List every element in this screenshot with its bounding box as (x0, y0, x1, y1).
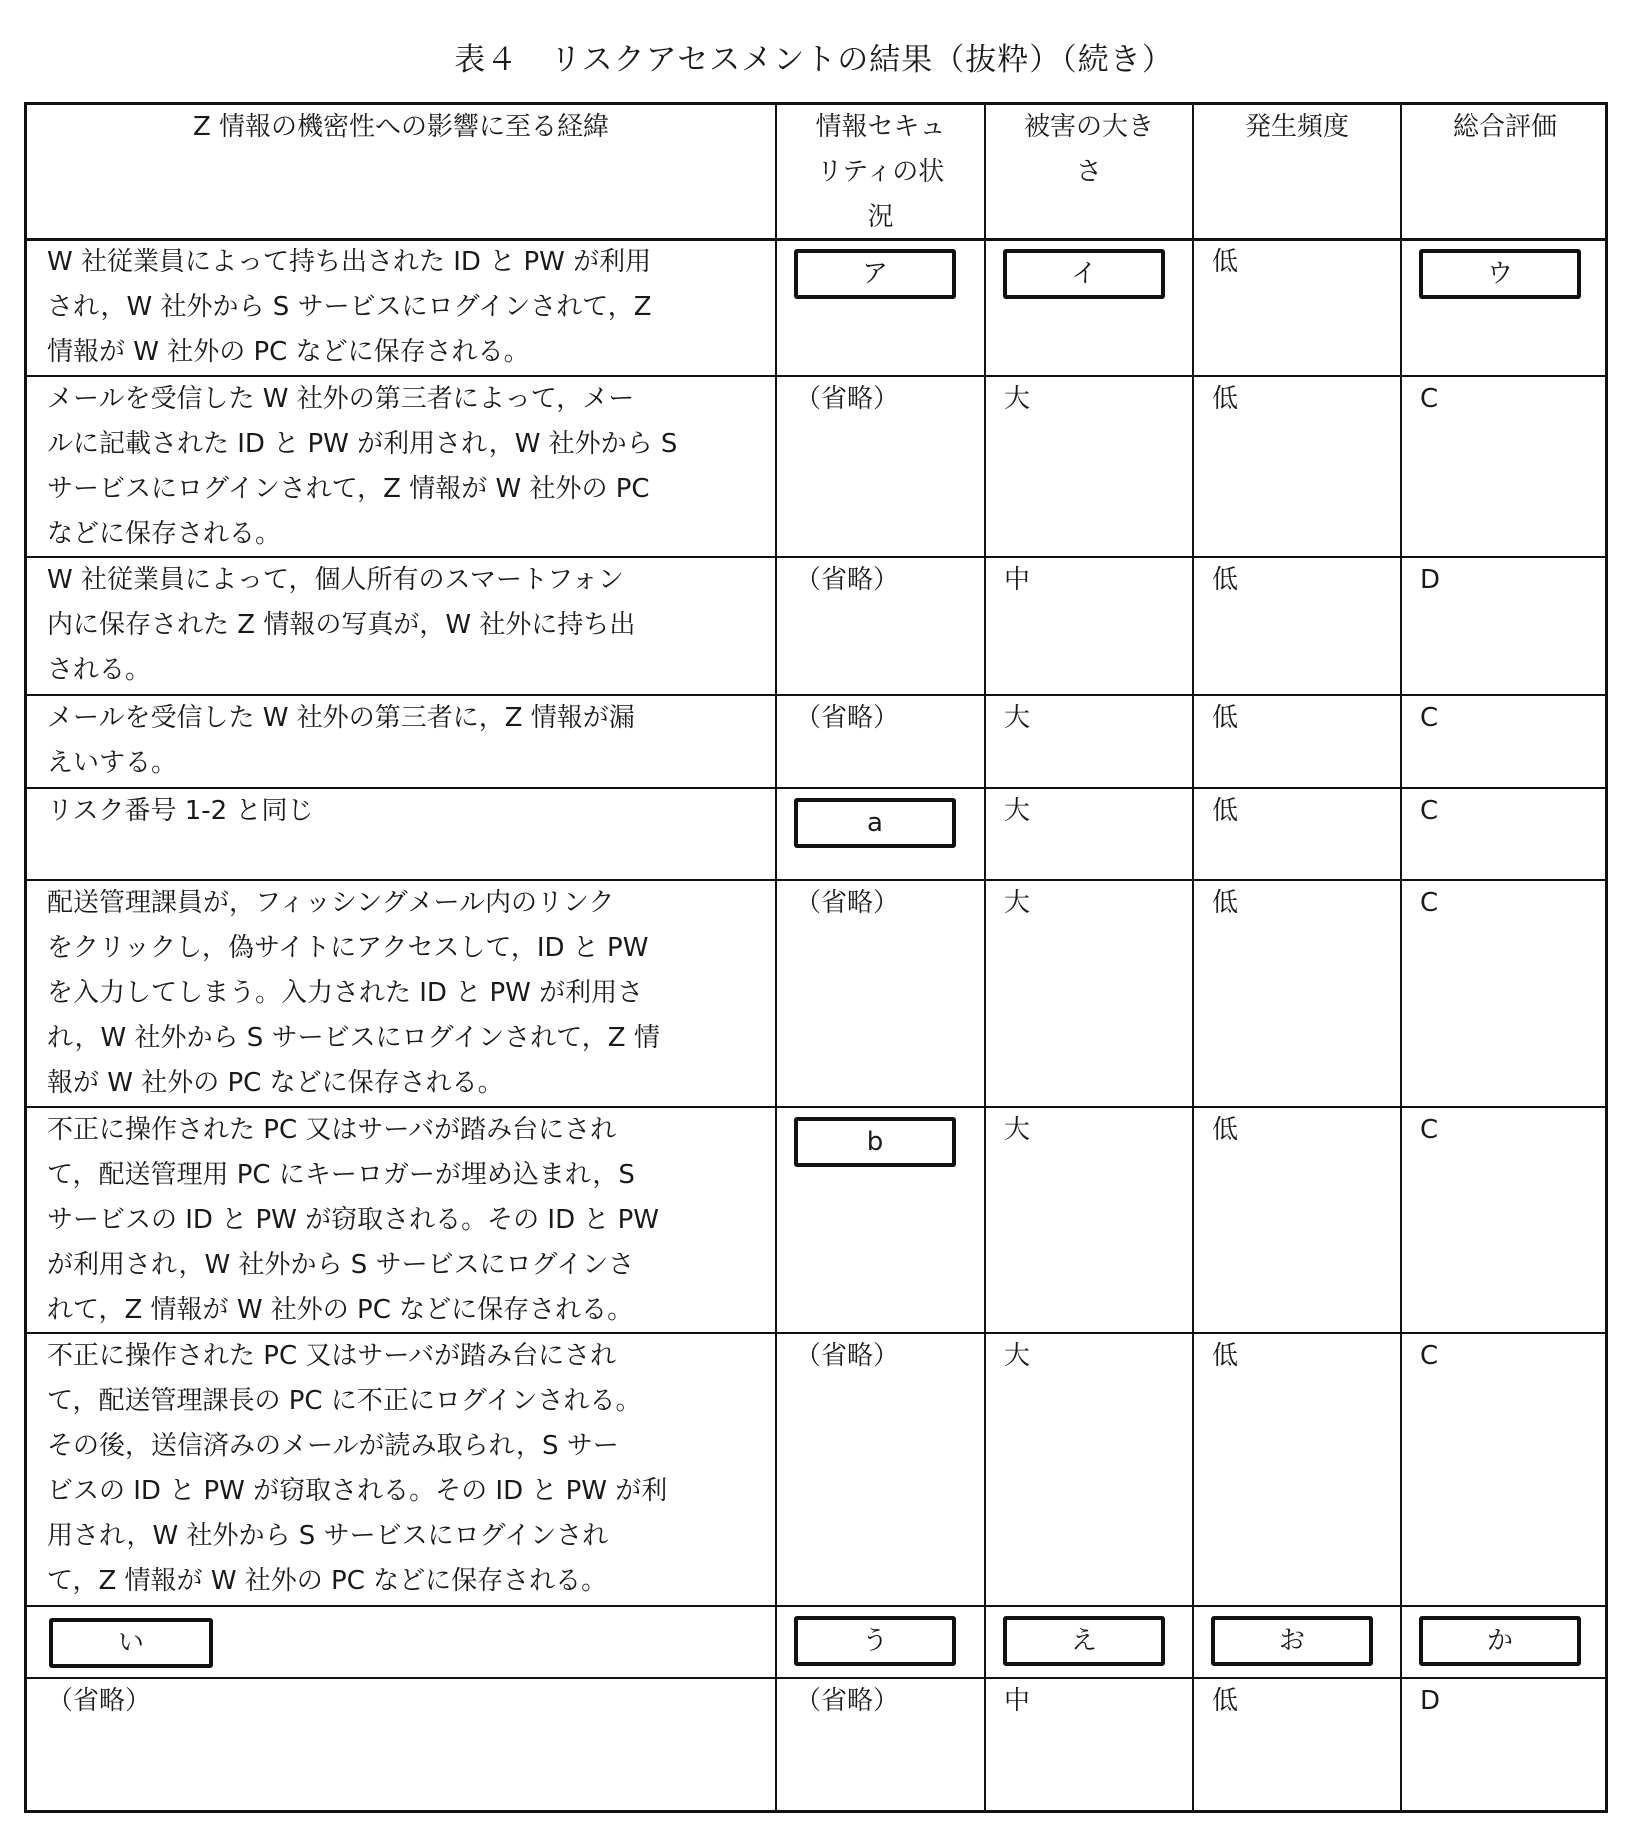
answer-blank-box: い (49, 1618, 213, 1668)
cell-text-line: を入力してしまう。入力された ID と PW が利用さ (47, 978, 644, 1008)
cell-text-line: リティの状 (816, 157, 945, 187)
cell-text-line: 不正に操作された PC 又はサーバが踏み台にされ (47, 1341, 617, 1371)
cell-frequency (1194, 696, 1400, 787)
cell-value: 低 (1212, 1341, 1239, 1371)
cell-value: C (1420, 384, 1439, 414)
cell-overall-rating (1402, 1607, 1608, 1677)
cell-value: （省略） (795, 384, 900, 414)
cell-value: 中 (1004, 565, 1031, 595)
cell-text-line: （省略） (47, 1686, 152, 1716)
cell-value: 低 (1212, 384, 1239, 414)
cell-process (27, 1607, 775, 1677)
cell-text-line: メールを受信した W 社外の第三者に，Z 情報が漏 (47, 703, 635, 733)
cell-value: C (1420, 888, 1439, 918)
cell-overall-rating (1402, 558, 1608, 694)
cell-frequency (1194, 1108, 1400, 1332)
cell-value: （省略） (795, 1686, 900, 1716)
cell-value: 大 (1004, 384, 1031, 414)
cell-text-line: メールを受信した W 社外の第三者によって，メー (47, 384, 635, 414)
cell-text-line: 総合評価 (1452, 112, 1557, 142)
cell-damage-size (986, 240, 1192, 375)
cell-text-line: され，W 社外から S サービスにログインされて，Z (47, 292, 652, 322)
cell-text-line: 内に保存された Z 情報の写真が，W 社外に持ち出 (47, 610, 636, 640)
cell-text-line: さ (1075, 157, 1102, 187)
cell-text-line: 被害の大き (1023, 112, 1154, 142)
cell-value: （省略） (795, 1341, 900, 1371)
cell-value: （省略） (795, 703, 900, 733)
cell-damage-size (986, 1108, 1192, 1332)
cell-process (27, 696, 775, 787)
cell-overall-rating (1402, 377, 1608, 556)
table-title: 表４ リスクアセスメントの結果（抜粋）（続き） (454, 42, 1174, 78)
cell-value: C (1420, 796, 1439, 826)
cell-process (27, 789, 775, 879)
cell-value: 低 (1212, 703, 1239, 733)
header-frequency (1194, 105, 1400, 238)
cell-value: C (1420, 1341, 1439, 1371)
cell-value: 低 (1212, 796, 1239, 826)
answer-blank-box: ア (794, 249, 956, 299)
cell-text-line: れ，W 社外から S サービスにログインされて，Z 情 (47, 1023, 660, 1053)
cell-overall-rating (1402, 240, 1608, 375)
cell-security-status (777, 240, 984, 375)
cell-text-line: て，Z 情報が W 社外の PC などに保存される。 (47, 1566, 608, 1596)
cell-damage-size (986, 558, 1192, 694)
cell-value: （省略） (795, 888, 900, 918)
cell-value: 大 (1004, 888, 1031, 918)
cell-value: （省略） (795, 565, 900, 595)
cell-overall-rating (1402, 1679, 1608, 1813)
cell-value: 低 (1212, 1686, 1239, 1716)
cell-security-status (777, 1679, 984, 1813)
cell-text-line: 用され，W 社外から S サービスにログインされ (47, 1521, 609, 1551)
cell-text-line: 情報セキュ (815, 112, 946, 142)
cell-frequency (1194, 1607, 1400, 1677)
cell-security-status (777, 1607, 984, 1677)
cell-text-line: される。 (47, 655, 152, 685)
cell-text-line: 発生頻度 (1244, 112, 1349, 142)
cell-text-line: 不正に操作された PC 又はサーバが踏み台にされ (47, 1115, 617, 1145)
cell-process (27, 558, 775, 694)
cell-overall-rating (1402, 696, 1608, 787)
cell-value: C (1420, 1115, 1439, 1145)
cell-overall-rating (1402, 1108, 1608, 1332)
answer-blank-box: か (1419, 1616, 1581, 1666)
cell-value: C (1420, 703, 1439, 733)
cell-text-line: W 社従業員によって，個人所有のスマートフォン (47, 565, 624, 595)
cell-text-line: 情報が W 社外の PC などに保存される。 (47, 337, 530, 367)
cell-text-line: 配送管理課員が，フィッシングメール内のリンク (47, 888, 615, 918)
cell-value: 大 (1004, 1115, 1031, 1145)
cell-value: 大 (1004, 1341, 1031, 1371)
answer-blank-box: イ (1003, 249, 1165, 299)
cell-damage-size (986, 1334, 1192, 1605)
cell-value: 低 (1212, 1115, 1239, 1145)
cell-value: D (1420, 1686, 1441, 1716)
cell-text-line: 報が W 社外の PC などに保存される。 (47, 1068, 504, 1098)
cell-process (27, 1679, 775, 1813)
answer-blank-box: a (794, 798, 956, 848)
cell-overall-rating (1402, 1334, 1608, 1605)
cell-text-line: などに保存される。 (47, 519, 282, 549)
cell-process (27, 1108, 775, 1332)
cell-text-line: て，配送管理課長の PC に不正にログインされる。 (47, 1386, 642, 1416)
cell-damage-size (986, 377, 1192, 556)
cell-text-line: W 社従業員によって持ち出された ID と PW が利用 (47, 247, 652, 277)
cell-text-line: ビスの ID と PW が窃取される。その ID と PW が利 (47, 1476, 668, 1506)
cell-frequency (1194, 789, 1400, 879)
cell-process (27, 881, 775, 1106)
cell-process (27, 240, 775, 375)
cell-frequency (1194, 558, 1400, 694)
cell-text-line: が利用され，W 社外から S サービスにログインさ (47, 1250, 635, 1280)
cell-value: 大 (1004, 703, 1031, 733)
cell-text-line: えいする。 (47, 748, 178, 778)
cell-damage-size (986, 789, 1192, 879)
cell-damage-size (986, 1679, 1192, 1813)
cell-overall-rating (1402, 789, 1608, 879)
cell-security-status (777, 696, 984, 787)
cell-frequency (1194, 1679, 1400, 1813)
header-security-status (777, 105, 984, 238)
header-damage-size (986, 105, 1192, 238)
cell-damage-size (986, 696, 1192, 787)
cell-process (27, 1334, 775, 1605)
cell-text-line: ルに記載された ID と PW が利用され，W 社外から S (47, 429, 678, 459)
cell-frequency (1194, 1334, 1400, 1605)
cell-security-status (777, 1108, 984, 1332)
cell-value: 中 (1004, 1686, 1031, 1716)
cell-value: 大 (1004, 796, 1031, 826)
answer-blank-box: う (794, 1616, 956, 1666)
cell-frequency (1194, 881, 1400, 1106)
answer-blank-box: ウ (1419, 249, 1581, 299)
cell-text-line: れて，Z 情報が W 社外の PC などに保存される。 (47, 1295, 634, 1325)
cell-damage-size (986, 1607, 1192, 1677)
cell-text-line: をクリックし，偽サイトにアクセスして，ID と PW (47, 933, 649, 963)
cell-overall-rating (1402, 881, 1608, 1106)
cell-frequency (1194, 377, 1400, 556)
cell-security-status (777, 881, 984, 1106)
cell-text-line: その後，送信済みのメールが読み取られ，S サー (47, 1431, 619, 1461)
answer-blank-box: え (1003, 1616, 1165, 1666)
header-process (27, 105, 775, 238)
cell-text-line: リスク番号 1-2 と同じ (47, 796, 314, 826)
cell-text-line: 況 (867, 202, 894, 232)
cell-frequency (1194, 240, 1400, 375)
cell-value: 低 (1212, 565, 1239, 595)
header-overall-rating (1402, 105, 1608, 238)
cell-security-status (777, 377, 984, 556)
cell-text-line: Z 情報の機密性への影響に至る経緯 (192, 112, 610, 142)
cell-security-status (777, 1334, 984, 1605)
cell-value: 低 (1212, 888, 1239, 918)
cell-security-status (777, 558, 984, 694)
answer-blank-box: b (794, 1117, 956, 1167)
cell-text-line: サービスにログインされて，Z 情報が W 社外の PC (47, 474, 650, 504)
answer-blank-box: お (1211, 1616, 1373, 1666)
cell-security-status (777, 789, 984, 879)
cell-value: 低 (1212, 247, 1239, 277)
cell-process (27, 377, 775, 556)
cell-value: D (1420, 565, 1441, 595)
cell-text-line: て，配送管理用 PC にキーロガーが埋め込まれ，S (47, 1160, 635, 1190)
cell-text-line: サービスの ID と PW が窃取される。その ID と PW (47, 1205, 660, 1235)
cell-damage-size (986, 881, 1192, 1106)
